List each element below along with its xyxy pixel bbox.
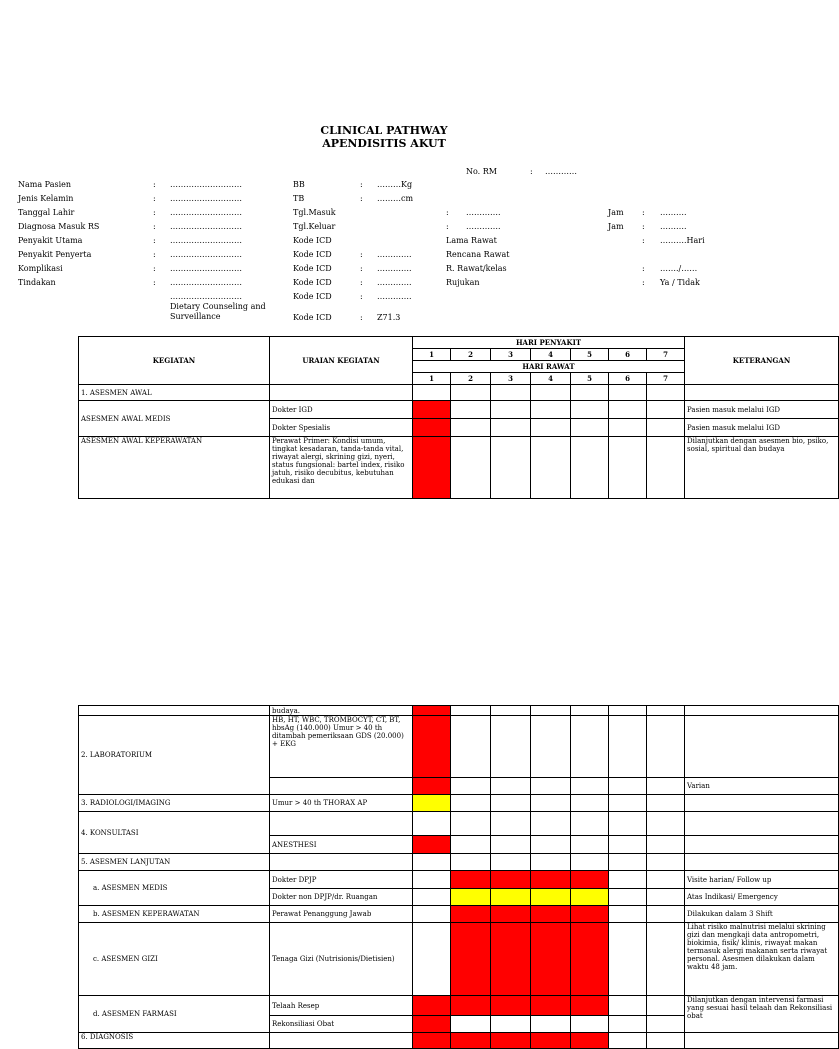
field-colon: : [153,250,156,259]
pathway-table-2 [78,705,839,1049]
dietary-label: Dietary Counseling and Surveillance [170,302,266,321]
no-rm-colon: : [530,167,533,176]
field-colon: : [360,250,363,259]
day-cell: 7 [647,373,685,385]
day-cell: 1 [413,373,451,385]
field-label: Kode ICD [293,278,332,287]
kegiatan-cell: c. ASESMEN GIZI [79,923,270,996]
table-row [79,1033,839,1049]
field-colon: : [360,180,363,189]
uraian-cell: HB, HT, WBC, TROMBOCYT, CT, BT, hbsAg (140.000) Umur > 40 th ditambah pemeriksaan GDS (20.000) + EKG [270,716,413,778]
field-label: Jam [608,208,624,217]
kegiatan-cell: 2. LABORATORIUM [79,716,270,795]
keterangan-cell [685,836,839,854]
keterangan-cell: Dilanjutkan dengan asesmen bio, psiko, sosial, spiritual dan budaya [685,437,839,499]
table-row [79,437,839,499]
field-colon: : [642,208,645,217]
schedule-cell-red [571,871,609,889]
keterangan-cell: Dilakukan dalam 3 Shift [685,906,839,923]
table-row [79,906,839,923]
schedule-cell-red [413,778,451,795]
field-value: ………. [660,208,687,217]
schedule-cell-red [531,1033,571,1049]
schedule-cell-red [451,923,491,996]
field-value: …………. [377,264,412,273]
day-cell: 5 [571,373,609,385]
header-uraian: URAIAN KEGIATAN [270,337,413,385]
field-value: …………. [377,292,412,301]
day-cell: 3 [491,349,531,361]
field-value: Ya / Tidak [660,278,700,287]
schedule-cell-yellow [451,889,491,906]
day-cell: 5 [571,349,609,361]
field-value: …………. [377,278,412,287]
field-value: Z71.3 [377,313,401,322]
keterangan-cell: Pasien masuk melalui IGD [685,419,839,437]
pathway-table-1 [78,336,839,499]
table-row [79,996,839,1016]
field-label: Kode ICD [293,250,332,259]
field-colon: : [360,194,363,203]
field-label: Diagnosa Masuk RS [18,222,100,231]
uraian-cell: Perawat Primer: Kondisi umum, tingkat kesadaran, tanda-tanda vital, riwayat alergi, skrining gizi, nyeri, status fungsional: bartel index, risiko jatuh, risiko decubitus, kebutuhan edukasi dan [270,437,413,499]
schedule-cell-red [491,871,531,889]
field-label: Lama Rawat [446,236,497,245]
keterangan-cell: Varian [685,778,839,795]
field-label: Tgl.Masuk [293,208,336,217]
field-value: …………. [377,250,412,259]
field-colon: : [153,236,156,245]
field-label: Tindakan [18,278,56,287]
field-label: Rencana Rawat [446,250,510,259]
field-label: Tgl.Keluar [293,222,336,231]
field-colon: : [360,313,363,322]
schedule-cell-yellow [531,889,571,906]
field-label: BB [293,180,305,189]
day-cell: 3 [491,373,531,385]
field-value: ……………………… [170,292,242,301]
schedule-cell-red [413,996,451,1016]
field-value: ……………………… [170,264,242,273]
kegiatan-cell: 1. ASESMEN AWAL [79,385,270,401]
schedule-cell-red [451,996,491,1016]
kegiatan-cell: ASESMEN AWAL KEPERAWATAN [79,437,270,499]
schedule-cell-red [491,923,531,996]
header-hari-rawat: HARI RAWAT [413,361,685,373]
doc-title: CLINICAL PATHWAY [320,124,448,137]
uraian-cell [270,854,413,871]
schedule-cell-red [491,1033,531,1049]
doc-subtitle: APENDISITIS AKUT [322,137,446,150]
schedule-cell-red [451,1033,491,1049]
field-value: …………. [466,222,501,231]
field-label: Penyakit Penyerta [18,250,92,259]
kegiatan-cell: 6. DIAGNOSIS [79,1033,270,1049]
schedule-cell-yellow [571,889,609,906]
uraian-cell [270,1033,413,1049]
uraian-cell: Dokter Spesialis [270,419,413,437]
uraian-cell: budaya. [270,706,413,716]
schedule-cell-red [571,996,609,1016]
keterangan-cell [685,385,839,401]
uraian-cell [270,385,413,401]
field-value: ………Kg [377,180,413,189]
field-colon: : [360,264,363,273]
day-cell: 1 [413,349,451,361]
field-value: ……………………… [170,194,242,203]
schedule-cell-red [413,1033,451,1049]
uraian-cell: Tenaga Gizi (Nutrisionis/Dietisien) [270,923,413,996]
field-label: TB [293,194,305,203]
schedule-cell-red [451,871,491,889]
schedule-cell-red [531,906,571,923]
day-cell: 2 [451,349,491,361]
kegiatan-cell [79,706,270,716]
table-row [79,716,839,778]
schedule-cell-red [571,923,609,996]
field-colon: : [642,278,645,287]
kegiatan-cell: a. ASESMEN MEDIS [79,871,270,906]
pathway-table-1-wrapper [78,336,829,511]
schedule-cell-red [413,836,451,854]
field-label: Kode ICD [293,292,332,301]
schedule-cell-red [413,716,451,778]
kegiatan-cell: b. ASESMEN KEPERAWATAN [79,906,270,923]
uraian-cell: Dokter DPJP [270,871,413,889]
field-label: Rujukan [446,278,480,287]
field-colon: : [446,208,449,217]
field-label: R. Rawat/kelas [446,264,507,273]
uraian-cell: ANESTHESI [270,836,413,854]
field-colon: : [360,278,363,287]
day-cell: 4 [531,373,571,385]
schedule-cell-red [571,1033,609,1049]
keterangan-cell [685,854,839,871]
field-label: Kode ICD [293,236,332,245]
field-value: ……………………… [170,250,242,259]
keterangan-cell [685,706,839,716]
schedule-cell-red [491,996,531,1016]
field-value: ……………………… [170,208,242,217]
schedule-cell-red [413,401,451,419]
keterangan-cell [685,716,839,778]
field-label: Nama Pasien [18,180,72,189]
schedule-cell-red [491,906,531,923]
field-value: ……./…… [660,264,698,273]
kegiatan-cell: 3. RADIOLOGI/IMAGING [79,795,270,812]
keterangan-cell: Lihat risiko malnutrisi melalui skrining gizi dan mengkaji data antropometri, biokimia, fisik/ klinis, riwayat makan termasuk alergi makanan serta riwayat personal. Asesmen dilakukan dalam waktu 48 jam. [685,923,839,996]
field-colon: : [642,222,645,231]
table-row [79,871,839,889]
table-row [79,854,839,871]
keterangan-cell: Dilanjutkan dengan intervensi farmasi yang sesuai hasil telaah dan Rekonsiliasi obat [685,996,839,1033]
no-rm-value: ………… [545,167,577,176]
field-value: ……………………… [170,222,242,231]
field-colon: : [153,264,156,273]
field-colon: : [153,222,156,231]
header-kegiatan: KEGIATAN [79,337,270,385]
table-row [79,401,839,419]
uraian-cell: Rekonsiliasi Obat [270,1016,413,1033]
schedule-cell-red [413,437,451,499]
kegiatan-cell: ASESMEN AWAL MEDIS [79,401,270,437]
keterangan-cell [685,795,839,812]
field-colon: : [446,222,449,231]
schedule-cell-red [413,1016,451,1033]
uraian-cell: Umur > 40 th THORAX AP [270,795,413,812]
keterangan-cell: Pasien masuk melalui IGD [685,401,839,419]
field-colon: : [642,264,645,273]
field-label: Kode ICD [293,313,332,322]
header-keterangan: KETERANGAN [685,337,839,385]
keterangan-cell: Atas Indikasi/ Emergency [685,889,839,906]
field-value: ……………………… [170,180,242,189]
day-cell: 6 [609,349,647,361]
schedule-cell-red [531,871,571,889]
field-value: ………. [660,222,687,231]
keterangan-cell [685,812,839,836]
table-row [79,812,839,836]
day-cell: 4 [531,349,571,361]
schedule-cell-yellow [413,795,451,812]
field-label: Tanggal Lahir [18,208,75,217]
field-value: ……………………… [170,278,242,287]
field-value: …………. [466,208,501,217]
uraian-cell [270,778,413,795]
table-row [79,923,839,996]
field-label: Jenis Kelamin [18,194,74,203]
kegiatan-cell: 5. ASESMEN LANJUTAN [79,854,270,871]
field-colon: : [642,236,645,245]
day-cell: 6 [609,373,647,385]
table-row [79,795,839,812]
keterangan-cell [685,1033,839,1049]
day-cell: 2 [451,373,491,385]
keterangan-cell: Visite harian/ Follow up [685,871,839,889]
field-colon: : [153,194,156,203]
uraian-cell: Dokter IGD [270,401,413,419]
uraian-cell: Telaah Resep [270,996,413,1016]
field-value: ………cm [377,194,414,203]
field-colon: : [360,292,363,301]
field-label: Jam [608,222,624,231]
field-label: Komplikasi [18,264,63,273]
kegiatan-cell: d. ASESMEN FARMASI [79,996,270,1033]
table-row [79,706,839,716]
field-value: ……….Hari [660,236,705,245]
schedule-cell-red [571,906,609,923]
field-colon: : [153,278,156,287]
pathway-table-2-wrapper [78,705,833,1041]
field-colon: : [153,180,156,189]
schedule-cell-red [531,996,571,1016]
schedule-cell-yellow [491,889,531,906]
field-label: Penyakit Utama [18,236,83,245]
schedule-cell-red [451,906,491,923]
uraian-cell [270,812,413,836]
uraian-cell: Perawat Penanggung Jawab [270,906,413,923]
schedule-cell-red [531,923,571,996]
table-row [79,385,839,401]
field-label: Kode ICD [293,264,332,273]
schedule-cell-red [413,419,451,437]
header-hari-penyakit: HARI PENYAKIT [413,337,685,349]
field-colon: : [153,208,156,217]
schedule-cell-red [413,706,451,716]
kegiatan-cell: 4. KONSULTASI [79,812,270,854]
no-rm-label: No. RM [466,167,497,176]
field-value: ……………………… [170,236,242,245]
day-cell: 7 [647,349,685,361]
uraian-cell: Dokter non DPJP/dr. Ruangan [270,889,413,906]
